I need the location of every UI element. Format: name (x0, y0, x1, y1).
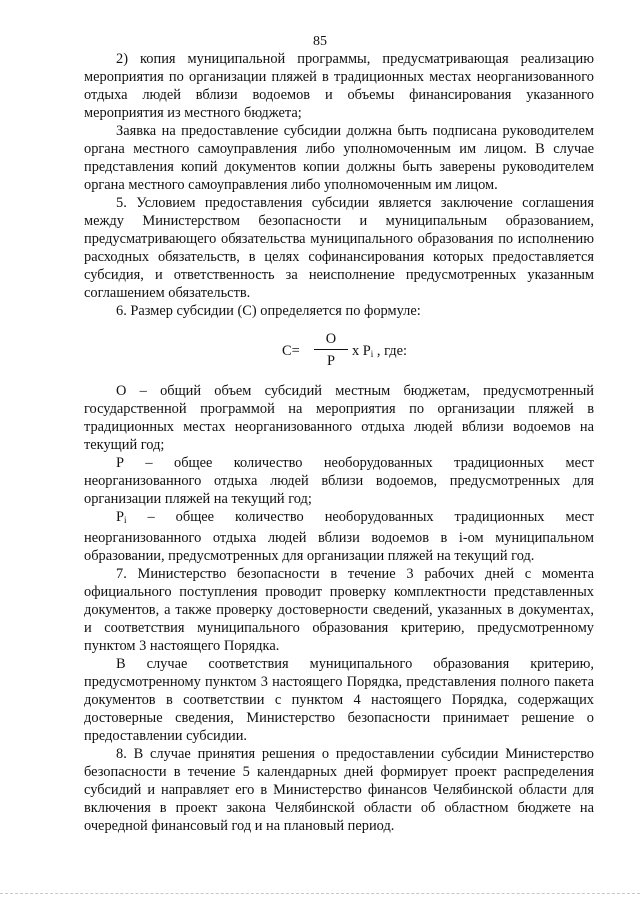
pi-definition-text: – общее количество необорудованных традиционных мест неорганизованного отдыха людей вблизи водоемов в i-ом муниципальном образовании, предусмотренных для организации пляжей на текущий год. (84, 509, 594, 564)
paragraph-ministry-check: 7. Министерство безопасности в течение 3 рабочих дней с момента официального поступления проводит проверку комплектности представленных документов, а также проверку достоверности сведений, указанных в документах, и соответствия муниципального образования критерию, предусмотренному пунктом 3 настоящего Порядка. (84, 566, 594, 654)
formula-rhs-sub: i (370, 349, 374, 359)
formula-numerator: О (325, 331, 337, 347)
pi-symbol: Р (116, 509, 125, 525)
formula-fraction (314, 331, 348, 369)
formula-rhs (352, 342, 407, 363)
formula-denominator: Р (326, 353, 335, 369)
formula-rhs-prefix: х Р (352, 343, 371, 359)
formula-rhs-suffix: , где: (373, 343, 407, 359)
paragraph-definition-p: Р – общее количество необорудованных традиционных мест неорганизованного отдыха людей вблизи водоемов, предусмотренных для организации пляжей на текущий год; (84, 455, 594, 507)
paragraph-condition-agreement: 5. Условием предоставления субсидии является заключение соглашения между Министерством безопасности и муниципальным образованием, предусматривающего обязательства муниципального образования по исполнению расходных обязательств, в целях софинансирования которых предоставляется субсидия, и ответственность за неисполнение предусмотренных указанным соглашением обязательств. (84, 195, 594, 301)
paragraph-subsidy-formula-intro: 6. Размер субсидии (С) определяется по формуле: (116, 303, 421, 319)
paragraph-definition-pi (84, 508, 594, 565)
scan-edge-line (0, 893, 640, 894)
subsidy-formula (84, 320, 594, 382)
paragraph-definition-o: О – общий объем субсидий местным бюджетам, предусмотренный государственной программой на мероприятия по организации пляжей в традиционных местах неорганизованного отдыха людей вблизи водоемов на текущий год; (84, 383, 594, 453)
fraction-bar (314, 349, 348, 350)
paragraph-distribution: 8. В случае принятия решения о предоставлении субсидии Министерство безопасности в течение 5 календарных дней формирует проект распределения субсидий и направляет его в Министерство финансов Челябинской области для включения в проект закона Челябинской области об областном бюджете на очередной финансовый год и на плановый период. (84, 746, 594, 834)
paragraph-application-signature: Заявка на предоставление субсидии должна быть подписана руководителем органа местного самоуправления либо уполномоченным им лицом. В случае представления копий документов копии должны быть заверены руководителем органа местного самоуправления либо уполномоченным им лицом. (84, 123, 594, 193)
page-number: 85 (313, 34, 327, 49)
formula-lhs: С= (282, 343, 300, 359)
paragraph-copy-program: 2) копия муниципальной программы, предусматривающая реализацию мероприятия по организации пляжей в традиционных местах неорганизованного отдыха людей вблизи водоемов и объемы финансирования указанного мероприятия из местного бюджета; (84, 51, 594, 121)
paragraph-decision: В случае соответствия муниципального образования критерию, предусмотренному пунктом 3 настоящего Порядка, представления полного пакета документов в соответствии с пунктом 4 настоящего Порядка, содержащих достоверные сведения, Министерство безопасности принимает решение о предоставлении субсидии. (84, 656, 594, 744)
pi-subscript: i (124, 515, 127, 525)
document-body (84, 50, 594, 835)
